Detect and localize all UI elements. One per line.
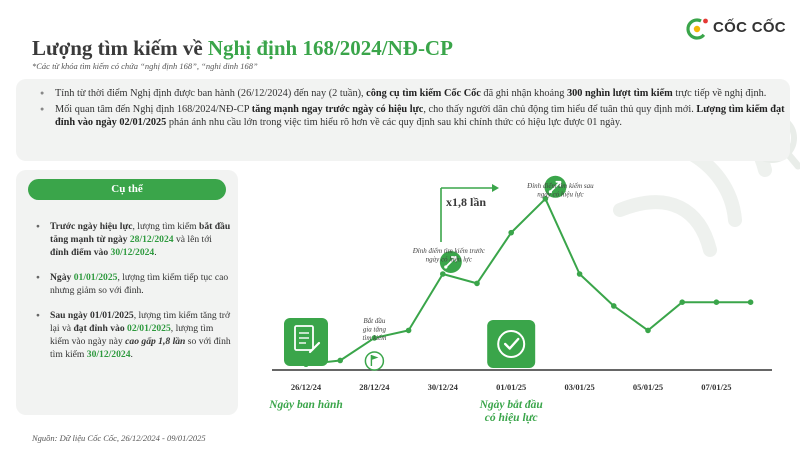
- data-point: [474, 281, 480, 287]
- check-badge-icon: [487, 320, 535, 368]
- x-tick-label: 30/12/24: [427, 382, 458, 392]
- data-point: [645, 328, 651, 334]
- data-point: [440, 271, 446, 277]
- brand-name: CỐC CỐC: [713, 19, 786, 36]
- data-point: [679, 299, 685, 305]
- peak-after-annotation: ngày có hiệu lực: [537, 190, 584, 199]
- issued-date-label: Ngày ban hành: [269, 399, 343, 411]
- page-subtitle: *Các từ khóa tìm kiếm có chứa “nghị định 168”, “nghi dinh 168”: [32, 61, 258, 71]
- data-point: [577, 271, 583, 277]
- data-point: [508, 230, 514, 236]
- peak-before-annotation: Đỉnh điểm tìm kiếm trước: [412, 247, 485, 255]
- peak-before-annotation: ngày có hiệu lực: [425, 255, 472, 264]
- data-point: [748, 299, 754, 305]
- peak-after-annotation: Đỉnh điểm tìm kiếm sau: [527, 182, 594, 190]
- start-rising-annotation: tìm kiếm: [362, 334, 387, 342]
- effective-date-label: có hiệu lực: [484, 412, 538, 424]
- x-tick-label: 26/12/24: [290, 382, 322, 392]
- title-highlight: Nghị định 168/2024/NĐ-CP: [207, 36, 453, 60]
- data-point: [337, 358, 343, 364]
- detail-heading: Cụ thể: [28, 179, 226, 200]
- detail-item: ● Sau ngày 01/01/2025, lượng tìm kiếm tăng trở lại và đạt đỉnh vào 02/01/2025, lượng tìm kiếm vào ngày này cao gấp 1,8 lần so với đỉnh tìm kiếm 30/12/2024.: [36, 309, 232, 361]
- x-tick-label: 03/01/25: [564, 382, 595, 392]
- summary-item: ● Tính từ thời điểm Nghị định được ban hành (26/12/2024) đến nay (2 tuần), công cụ tìm kiếm Cốc Cốc đã ghi nhận khoảng 300 nghìn lượt tìm kiếm trực tiếp về nghị định.: [40, 87, 785, 101]
- x-tick-label: 01/01/25: [496, 382, 527, 392]
- detail-item: ● Trước ngày hiệu lực, lượng tìm kiếm bắt đầu tăng mạnh từ ngày 28/12/2024 và lên tới đỉnh điểm vào 30/12/2024.: [36, 220, 232, 259]
- data-point: [406, 328, 412, 334]
- summary-item: ● Mối quan tâm đến Nghị định 168/2024/NĐ-CP tăng mạnh ngay trước ngày có hiệu lực, cho thấy người dân chủ động tìm hiểu để tuân thủ quy định mới. Lượng tìm kiếm đạt đỉnh vào ngày 02/01/2025 phản ánh nhu cầu lớn trong việc tìm hiểu rõ hơn về các quy định sau khi chính thức có hiệu lực được 01 ngày.: [40, 103, 785, 130]
- x-tick-label: 05/01/25: [632, 382, 664, 392]
- ratio-label: x1,8 lần: [446, 195, 487, 209]
- rocket-flame: [444, 265, 447, 268]
- x-tick-label: 28/12/24: [359, 382, 390, 392]
- x-tick-label: 07/01/25: [701, 382, 732, 392]
- data-point: [611, 303, 617, 309]
- start-rising-annotation: gia tăng: [362, 325, 386, 334]
- ratio-arrow-head: [492, 184, 499, 192]
- source-note: Nguồn: Dữ liệu Cốc Cốc, 26/12/2024 - 09/01/2025: [32, 433, 206, 443]
- data-point: [714, 299, 720, 305]
- flag-icon: [365, 352, 383, 370]
- detail-item: ● Ngày 01/01/2025, lượng tìm kiếm tiếp tục cao nhưng giảm so với đỉnh.: [36, 271, 232, 297]
- title-text: Lượng tìm kiếm về: [32, 36, 208, 60]
- effective-date-label: Ngày bắt đầu: [479, 399, 543, 411]
- start-rising-annotation: Bắt đầu: [363, 317, 386, 325]
